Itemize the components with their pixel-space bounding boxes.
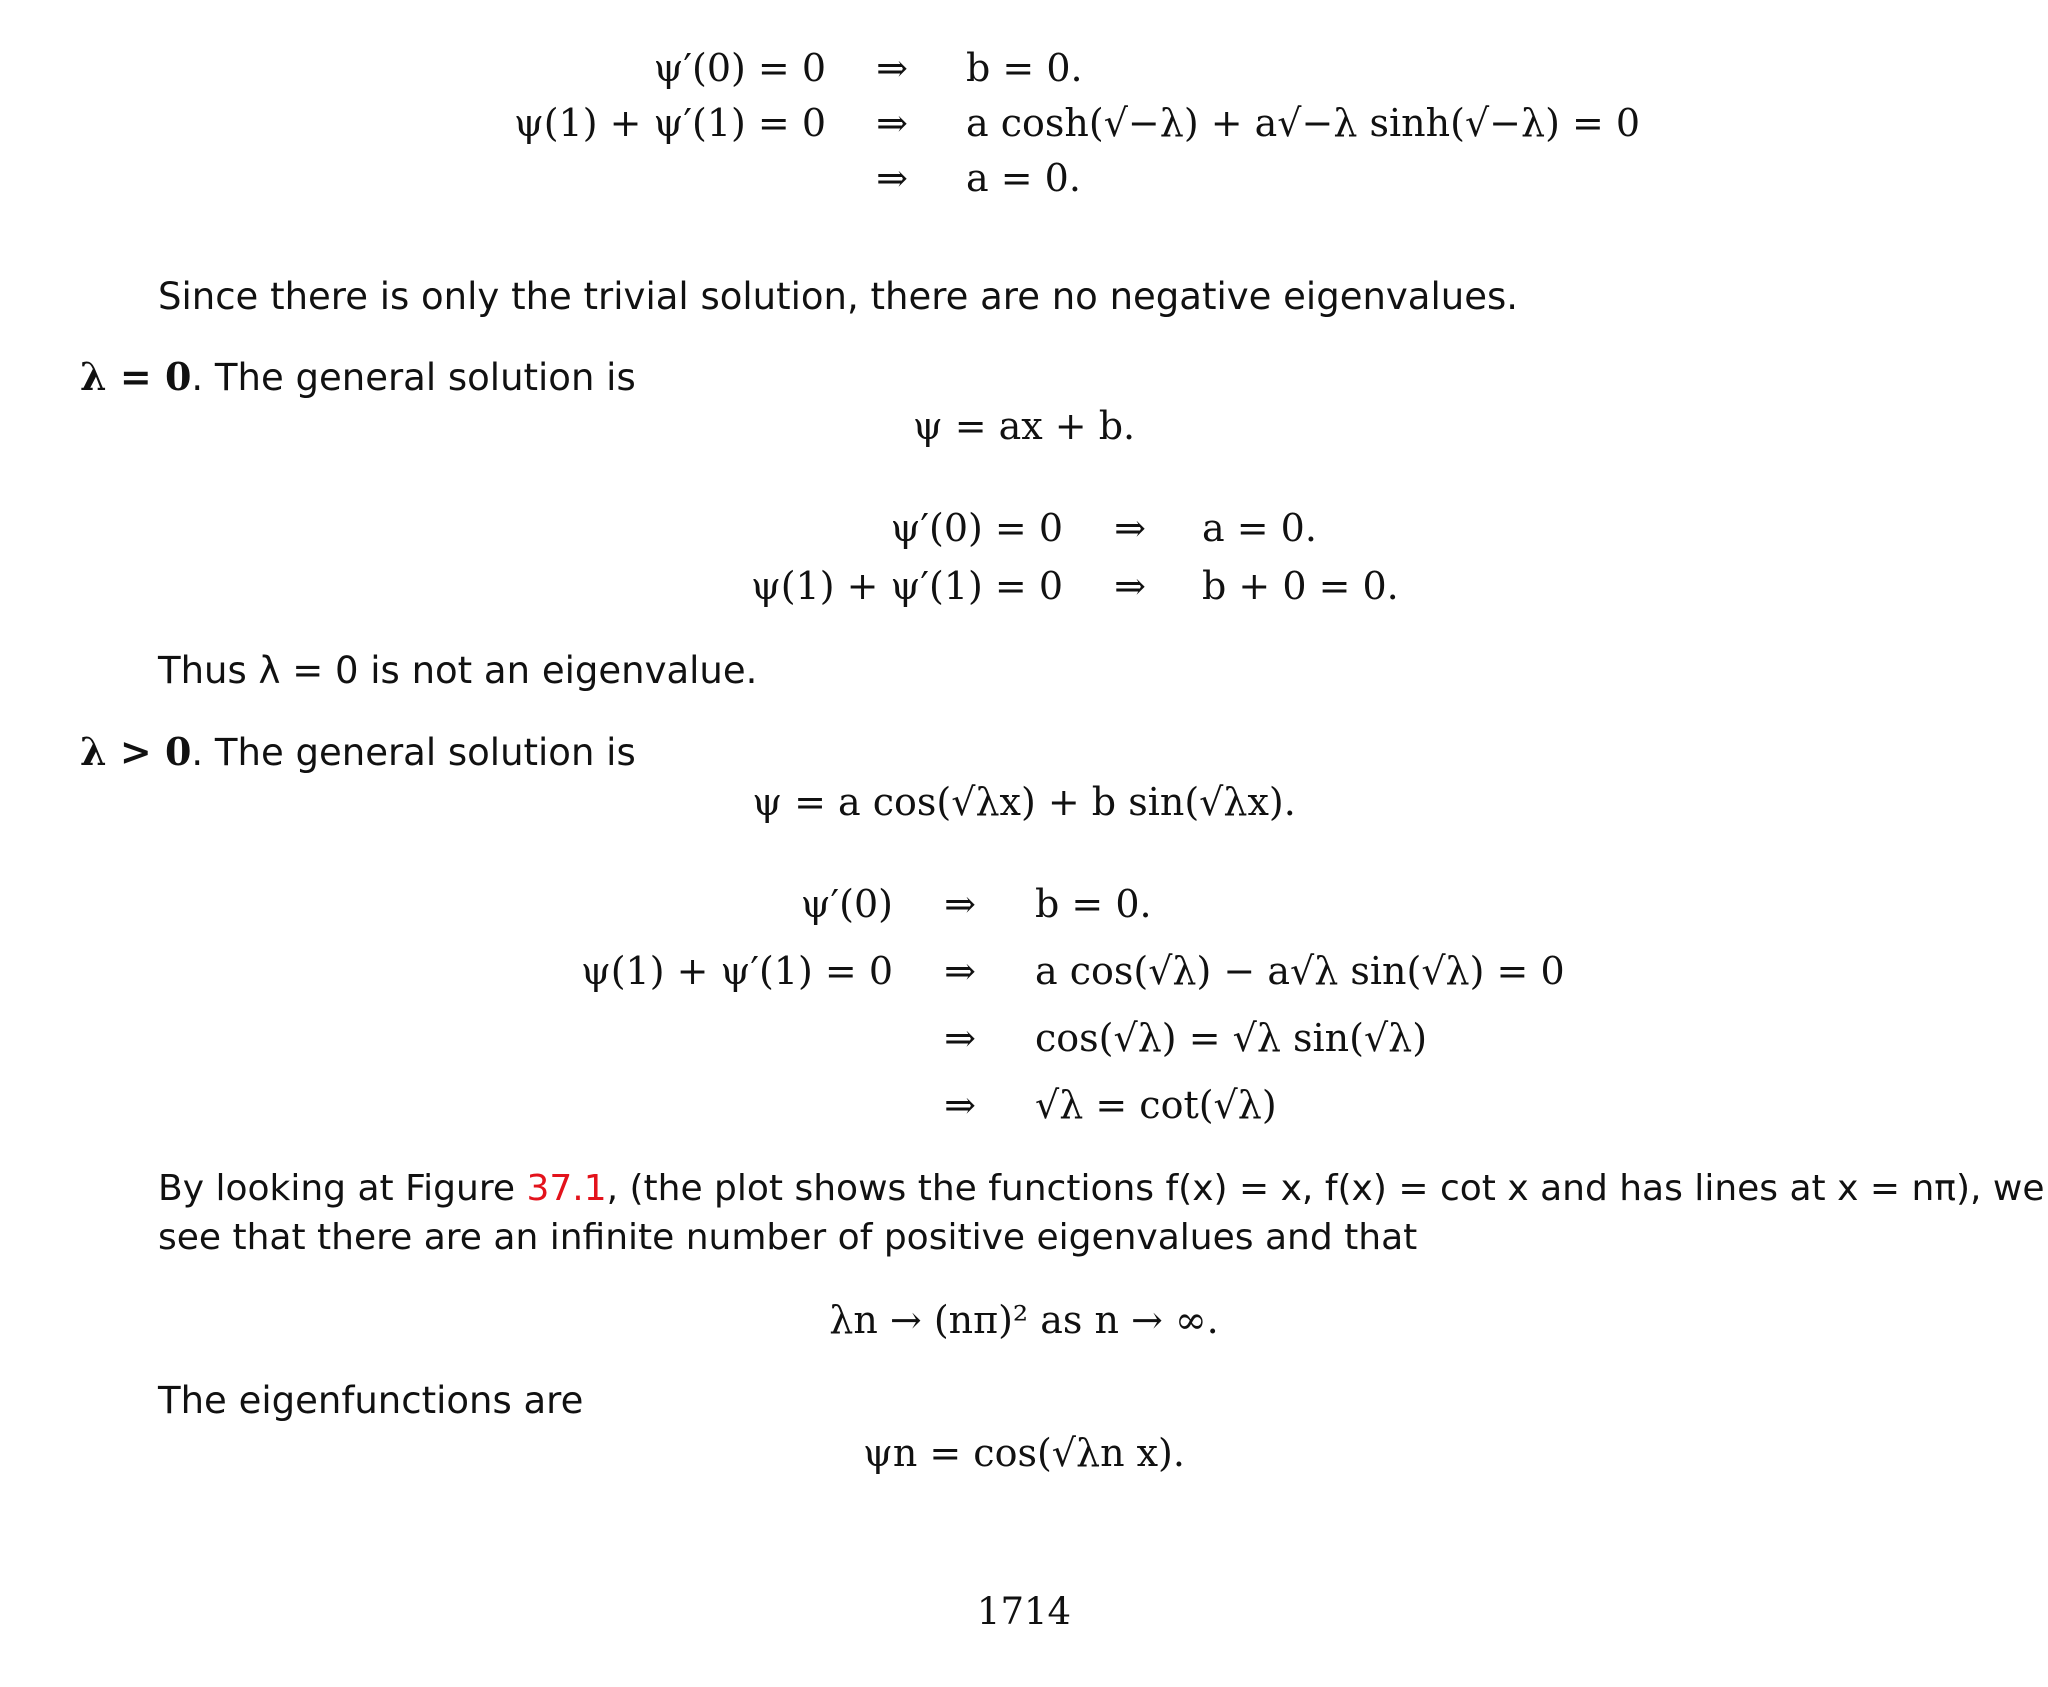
equation-rhs: a cos(√λ) − a√λ sin(√λ) = 0 xyxy=(1035,949,1565,993)
case-text: . The general solution is xyxy=(191,356,636,399)
equation-lhs: ψ(1) + ψ′(1) = 0 xyxy=(513,101,826,145)
implies-arrow: ⇒ xyxy=(944,1016,976,1060)
equation-rhs: b = 0. xyxy=(966,46,1083,90)
neg-condition-row-3 xyxy=(0,150,2048,206)
paragraph-text: , (the plot shows the functions f(x) = x, f(x) = cot x and has lines at x = nπ), we xyxy=(606,1168,2045,1209)
page-number: 1714 xyxy=(976,1590,1072,1633)
case-heading-zero xyxy=(80,352,636,402)
paragraph-text: By looking at Figure xyxy=(158,1168,527,1209)
equation-lhs: ψ′(0) xyxy=(800,882,893,926)
paragraph-figure-line-2: see that there are an infinite number of positive eigenvalues and that xyxy=(158,1217,1418,1258)
equation-rhs: b + 0 = 0. xyxy=(1202,564,1399,608)
paragraph-figure-line-1 xyxy=(158,1164,2044,1213)
paragraph-eigenfunctions: The eigenfunctions are xyxy=(158,1379,584,1422)
equation-lhs: ψ′(0) = 0 xyxy=(653,46,826,90)
equation-asymptotic: λn → (nπ)² as n → ∞. xyxy=(829,1298,1219,1342)
implies-arrow: ⇒ xyxy=(1114,564,1146,608)
implies-arrow: ⇒ xyxy=(944,882,976,926)
pos-condition-row-1 xyxy=(0,876,2048,932)
equation-lhs: ψ(1) + ψ′(1) = 0 xyxy=(580,949,893,993)
equation-rhs: a = 0. xyxy=(1202,506,1317,550)
zero-condition-row-2 xyxy=(0,558,2048,614)
neg-condition-row-2 xyxy=(0,95,2048,151)
paragraph-no-negative: Since there is only the trivial solution, there are no negative eigenvalues. xyxy=(158,275,1519,318)
implies-arrow: ⇒ xyxy=(944,949,976,993)
equation-general-zero: ψ = ax + b. xyxy=(912,404,1136,448)
pos-condition-row-4 xyxy=(0,1077,2048,1133)
equation-lhs: ψ(1) + ψ′(1) = 0 xyxy=(750,564,1063,608)
case-condition: λ > 0 xyxy=(80,729,192,774)
zero-condition-row-1 xyxy=(0,500,2048,556)
implies-arrow: ⇒ xyxy=(944,1083,976,1127)
pos-condition-row-2 xyxy=(0,943,2048,999)
pos-condition-row-3 xyxy=(0,1010,2048,1066)
equation-general-positive: ψ = a cos(√λx) + b sin(√λx). xyxy=(752,780,1296,824)
implies-arrow: ⇒ xyxy=(876,46,908,90)
equation-eigenfunctions: ψn = cos(√λn x). xyxy=(863,1431,1185,1475)
case-heading-positive xyxy=(80,727,636,777)
case-condition: λ = 0 xyxy=(80,354,192,399)
implies-arrow: ⇒ xyxy=(876,101,908,145)
equation-lhs: ψ′(0) = 0 xyxy=(890,506,1063,550)
case-text: . The general solution is xyxy=(191,731,636,774)
equation-rhs: √λ = cot(√λ) xyxy=(1035,1083,1277,1127)
equation-rhs: cos(√λ) = √λ sin(√λ) xyxy=(1035,1016,1428,1060)
implies-arrow: ⇒ xyxy=(876,156,908,200)
equation-rhs: a = 0. xyxy=(966,156,1081,200)
figure-reference-link[interactable]: 37.1 xyxy=(526,1168,607,1209)
neg-condition-row-1 xyxy=(0,40,2048,96)
implies-arrow: ⇒ xyxy=(1114,506,1146,550)
paragraph-zero-conclusion: Thus λ = 0 is not an eigenvalue. xyxy=(158,649,758,692)
equation-rhs: b = 0. xyxy=(1035,882,1152,926)
equation-rhs: a cosh(√−λ) + a√−λ sinh(√−λ) = 0 xyxy=(966,101,1641,145)
